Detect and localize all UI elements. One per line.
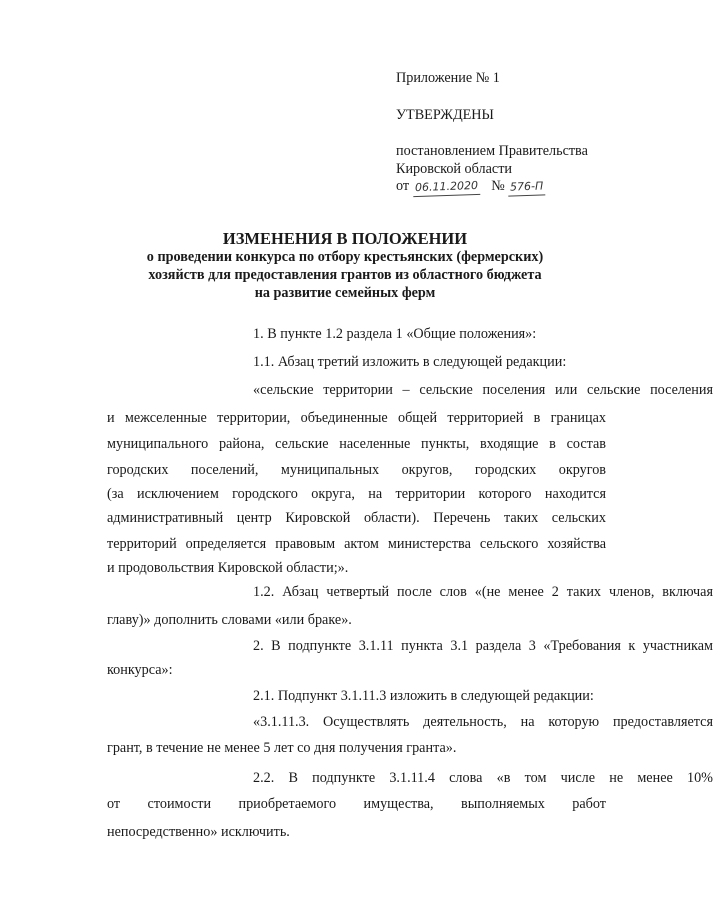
body-line: территорий определяется правовым актом министерства сельского хозяйства bbox=[107, 536, 606, 552]
body-line: грант, в течение не менее 5 лет со дня получения гранта». bbox=[107, 740, 457, 756]
decree-line-2: Кировской области bbox=[396, 161, 512, 177]
body-line: 2.1. Подпункт 3.1.11.3 изложить в следующей редакции: bbox=[253, 688, 594, 704]
body-line: 1. В пункте 1.2 раздела 1 «Общие положения»: bbox=[253, 326, 537, 342]
appendix-label: Приложение № 1 bbox=[396, 70, 500, 86]
document-title: ИЗМЕНЕНИЯ В ПОЛОЖЕНИИ bbox=[222, 229, 468, 248]
date-prefix: от bbox=[396, 178, 410, 194]
title-line-3: на развитие семейных ферм bbox=[254, 285, 436, 301]
number-prefix: № bbox=[491, 178, 505, 194]
body-line: непосредственно» исключить. bbox=[107, 824, 290, 840]
body-line: главу)» дополнить словами «или браке». bbox=[107, 612, 352, 628]
body-line: «3.1.11.3. Осуществлять деятельность, на которую предоставляется bbox=[253, 714, 713, 730]
body-line: 2. В подпункте 3.1.11 пункта 3.1 раздела 3 «Требования к участникам bbox=[253, 638, 713, 654]
body-line: 1.1. Абзац третий изложить в следующей редакции: bbox=[253, 354, 567, 370]
decree-line-1: постановлением Правительства bbox=[396, 143, 588, 159]
title-line-1: о проведении конкурса по отбору крестьянских (фермерских) bbox=[146, 249, 544, 265]
body-line: от стоимости приобретаемого имущества, выполняемых работ bbox=[107, 796, 606, 812]
body-line: и межселенные территории, объединенные общей территорией в границах bbox=[107, 410, 606, 426]
body-line: «сельские территории – сельские поселения или сельские поселения bbox=[253, 382, 713, 398]
body-line: и продовольствия Кировской области;». bbox=[107, 560, 349, 576]
body-line: (за исключением городского округа, на территории которого находится bbox=[107, 486, 606, 502]
approved-label: УТВЕРЖДЕНЫ bbox=[396, 107, 494, 123]
title-line-2: хозяйств для предоставления грантов из областного бюджета bbox=[148, 267, 542, 283]
body-line: конкурса»: bbox=[107, 662, 173, 678]
body-line: городских поселений, муниципальных округов, городских округов bbox=[107, 462, 606, 478]
body-line: административный центр Кировской области). Перечень таких сельских bbox=[107, 510, 606, 526]
handwritten-date: 06.11.2020 bbox=[412, 177, 480, 197]
decree-date-line bbox=[396, 178, 546, 196]
body-line: муниципального района, сельские населенные пункты, входящие в состав bbox=[107, 436, 606, 452]
handwritten-number: 576-П bbox=[508, 177, 546, 196]
body-line: 1.2. Абзац четвертый после слов «(не менее 2 таких членов, включая bbox=[253, 584, 713, 600]
body-line: 2.2. В подпункте 3.1.11.4 слова «в том числе не менее 10% bbox=[253, 770, 713, 786]
